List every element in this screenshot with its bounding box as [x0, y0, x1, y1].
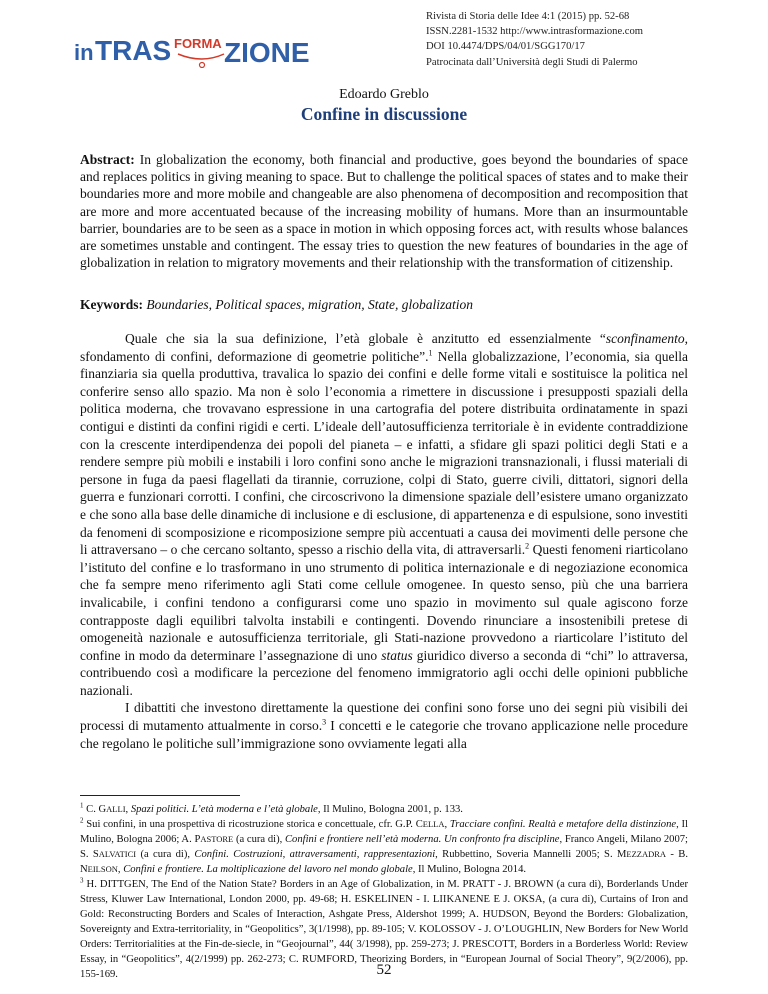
- keywords: [80, 296, 688, 313]
- footnote-ref-2[interactable]: 2: [525, 541, 530, 551]
- footnote-separator: [80, 795, 240, 796]
- keywords-text: Boundaries, Political spaces, migration, State, globalization: [146, 297, 473, 312]
- abstract-text: In globalization the economy, both financial and productive, goes beyond the boundaries of space and replaces politics in giving meaning to space. But to challenge the political spaces of states and to make their boundaries more and more mobile and changeable are also phenomena of decomposition and recomposition that are more and more accentuated because of the increasing mobility of humans. More than an insurmountable barrier, boundaries are to be seen as a space in motion in which opposing forces act, with results whose balances are sometimes unstable and contingent. The essay tries to question the new features of boundaries in the age of globalization in relation to migratory movements and their relationship with the transformation of citizenship.: [80, 152, 689, 271]
- paragraph-2: I dibattiti che investono direttamente la questione dei confini sono forse uno dei segni più visibili dei processi di mutamento attualmente in corso.$^3$ I concetti e le categorie che trovano applicazione nelle procedure che regolano le politiche sull’immigrazione sono ovviamente legati alla: [80, 700, 688, 751]
- paragraph-1: Quale che sia la sua definizione, l’età globale è anzitutto ed essenzialmente “sconfinamento, sfondamento di confini, deformazione di geometrie politiche”.$^1$ Nella globalizzazione, l’economia, sia quella finanziaria sia quella produttiva, travalica lo spazio dei confini e delle forme vitali e sostituisce la politica nel conferire senso allo spazio. Ma non è solo l’economia a rimettere in discussione i presupposti spaziali della politica moderna, che trovavano espressione in una cartografia del potere distribuita ordinatamente in spazi contigui e distinti da confini rigidi e certi. L’ideale dell’autosufficienza territoriale è in evidente contraddizione con la crescente interdipendenza dei popoli del pianeta – e infatti, a sfidare gli spazi politici degli Stati e a rendere sempre più mobili e instabili i loro confini sono anche le migrazioni transnazionali, i flussi materiali di persone in fuga da paesi flagellati da tirannie, corruzione, colpi di Stato, guerre civili, dittatori, signori della guerra e funzionari corrotti. I confini, che circoscrivono la dimensione spaziale dell’esistere umano organizzato e che sono alla base delle dinamiche di inclusione e di esclusione, di appartenenza e di espulsione, sono investiti da fenomeni di scomposizione e ricomposizione sempre più accentuati a causa dei movimenti delle persone che li attraversano – o che cercano soltanto, spesso a rischio della vita, di attraversarli.$^2$ Questi fenomeni riarticolano l’istituto del confine e lo trasformano in uno strumento di politica internazionale e di negoziazione economica che fa sempre meno riferimento agli Stati come cellule omogenee. In questo senso, più che una barriera invalicabile, i confini tendono a configurarsi come uno spazio in movimento sul quale agiscono forze contrapposte dagli equilibri talvolta instabili e contingenti. Dovendo rinunciare a insostenibili pretese di omogeneità nazionale e autosufficienza territoriale, gli Stati-nazione provvedono a riarticolare l’istituto del confine in modo da determinare l’assegnazione di uno status giuridico diverso a seconda di “chi” lo attraversa, contribuendo così a modificare la percezione del fenomeno immigratorio agli occhi delle opinioni pubbliche nazionali.: [80, 331, 688, 698]
- logo-zione: ZIONE: [224, 37, 310, 68]
- page-number: 52: [376, 962, 392, 978]
- journal-citation: Rivista di Storia delle Idee 4:1 (2015) pp. 52-68: [426, 11, 630, 22]
- author: Edoardo Greblo: [339, 87, 429, 102]
- logo-swoosh: [178, 54, 224, 59]
- keywords-label: Keywords:: [80, 297, 143, 312]
- footnotes: [80, 802, 688, 982]
- footnote-1: $^1$ C. GALLI, Spazi politici. L’età moderna e l’età globale, Il Mulino, Bologna 2001, p. 133.: [80, 801, 463, 815]
- footnote-3: $^3$ H. DITTGEN, The End of the Nation State? Borders in an Age of Globalization, in M. PRATT - J. BROWN (a cura di), Borderlands Under Stress, Kluwer Law International, London 2000, pp. 49-68; H. ESKELINEN - I. LIIKANENE E J. OKSA, (a cura di), Curtains of Iron and Gold: Reconstructing Borders and Scales of Interaction, Ashgate Press, Aldershot 1999; A. HUDSON, Beyond the Borders: Globalization, Sovereignty and Extra-territoriality, in “Geopolitics”, 3(1/1998), pp. 89-105; V. KOLOSSOV - J. O’LOUGHLIN, New Borders for New World Orders: Territorialities at the Fin-de-siecle, in “Geojournal”, 44( 3/1998), pp. 259-273; J. PRESCOTT, Borders in a Borderless World: Review Essay, in “Geopolitics”, 4(2/1999) pp. 262-273; C. RUMFORD, Theorizing Borders, in “European Journal of Social Theory”, 9(2/2006), pp. 155-169.: [80, 876, 688, 980]
- journal-logo: [74, 24, 314, 68]
- publication-info: [426, 9, 756, 70]
- logo-dot: [200, 63, 205, 68]
- patronage: Patrocinata dall’Università degli Studi di Palermo: [426, 56, 638, 68]
- footnote-ref-3[interactable]: 3: [322, 717, 327, 727]
- doi: DOI 10.4474/DPS/04/01/SGG170/17: [426, 41, 585, 53]
- issn-url: ISSN.2281-1532 http://www.intrasformazione.com: [426, 26, 644, 38]
- paper-title: Confine in discussione: [300, 104, 468, 124]
- footnote-2: $^2$ Sui confini, in una prospettiva di ricostruzione storica e concettuale, cfr. G.P. CELLA, Tracciare confini. Realtà e metafore della distinzione, Il Mulino, Bologna 2006; A. PASTORE (a cura di), Confini e frontiere nell’età moderna. Un confronto fra discipline, Franco Angeli, Milano 2007; S. SALVATICI (a cura di), Confini. Costruzioni, attraversamenti, rappresentazioni, Rubbettino, Soveria Mannelli 2005; S. MEZZADRA - B. NEILSON, Confini e frontiere. La moltiplicazione del lavoro nel mondo globale, Il Mulino, Bologna 2014.: [80, 816, 689, 875]
- footnote-ref-1[interactable]: 1: [428, 348, 433, 358]
- abstract: [80, 151, 688, 271]
- logo-in: in: [74, 40, 94, 65]
- logo-forma: FORMA: [174, 36, 222, 51]
- logo-tras: TRAS: [95, 35, 172, 66]
- body-text: [80, 330, 688, 752]
- abstract-label: Abstract:: [80, 152, 135, 167]
